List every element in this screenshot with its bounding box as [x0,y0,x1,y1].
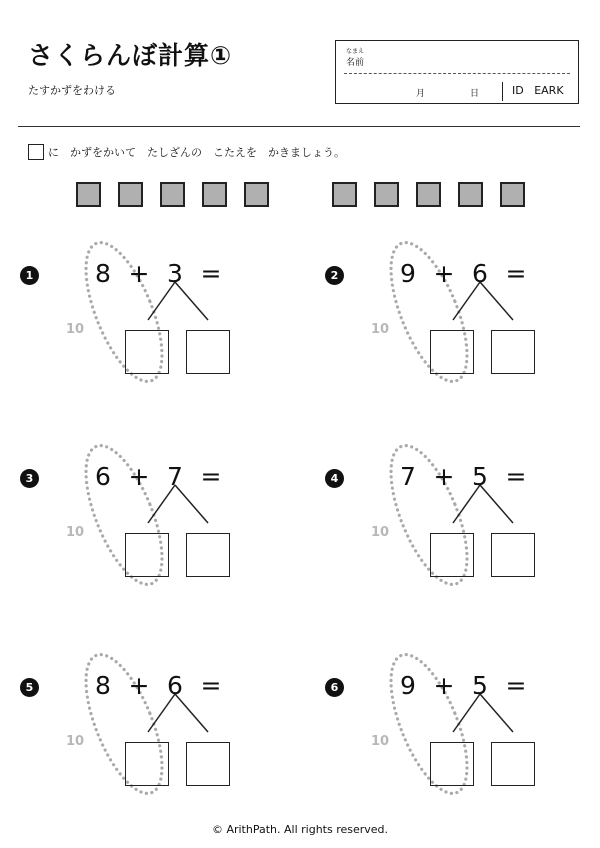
problem-number-badge: 3 [20,469,39,488]
answer-chip-group-left [76,182,269,207]
id-separator [502,82,503,101]
problem-number-badge: 4 [325,469,344,488]
ten-hint: 10 [371,525,390,540]
gray-answer-chip[interactable] [458,182,483,207]
ten-hint: 10 [66,322,85,337]
equals-sign: = [200,259,222,288]
addend-a: 8 [95,259,111,288]
addend-a: 9 [400,671,416,700]
instruction-text: に かずをかいて たしざんの こたえを かきましょう。 [48,146,345,159]
addend-b: 7 [167,462,183,491]
split-box-right[interactable] [186,742,230,786]
id-label: ID EARK [512,84,564,97]
plus-sign: + [433,462,455,491]
header-divider [18,126,580,127]
name-box [335,40,579,104]
gray-answer-chip[interactable] [500,182,525,207]
plus-sign: + [128,671,150,700]
problem-number-badge: 1 [20,266,39,285]
addend-b: 3 [167,259,183,288]
name-furigana: なまえ [346,48,365,55]
addend-a: 7 [400,462,416,491]
split-box-left[interactable] [125,330,169,374]
split-box-left[interactable] [430,330,474,374]
gray-answer-chip[interactable] [118,182,143,207]
answer-chip-group-right [332,182,525,207]
split-box-right[interactable] [186,330,230,374]
equals-sign: = [200,462,222,491]
plus-sign: + [433,259,455,288]
gray-answer-chip[interactable] [202,182,227,207]
problem-number-badge: 2 [325,266,344,285]
split-box-right[interactable] [491,330,535,374]
gray-answer-chip[interactable] [244,182,269,207]
plus-sign: + [128,462,150,491]
equals-sign: = [200,671,222,700]
addend-b: 6 [472,259,488,288]
plus-sign: + [128,259,150,288]
month-label: 月 [416,89,426,99]
addend-a: 9 [400,259,416,288]
problem [325,660,565,820]
equals-sign: = [505,259,527,288]
ten-hint: 10 [371,322,390,337]
gray-answer-chip[interactable] [76,182,101,207]
split-box-left[interactable] [125,533,169,577]
gray-answer-chip[interactable] [416,182,441,207]
plus-sign: + [433,671,455,700]
page-subtitle: たすかずをわける [28,84,116,97]
problem-number-badge: 5 [20,678,39,697]
instruction [28,144,345,160]
equals-sign: = [505,671,527,700]
name-write-line[interactable] [344,73,570,74]
split-box-left[interactable] [430,742,474,786]
split-box-right[interactable] [186,533,230,577]
gray-answer-chip[interactable] [160,182,185,207]
split-box-left[interactable] [430,533,474,577]
gray-answer-chip[interactable] [332,182,357,207]
problem [325,248,565,408]
name-label: 名前 [346,58,365,68]
problem [325,451,565,611]
split-box-right[interactable] [491,742,535,786]
instruction-box-icon [28,144,44,160]
addend-b: 5 [472,671,488,700]
addend-b: 6 [167,671,183,700]
addend-b: 5 [472,462,488,491]
problem-number-badge: 6 [325,678,344,697]
day-label: 日 [470,89,480,99]
equals-sign: = [505,462,527,491]
page-title: さくらんぼ計算① [28,41,233,70]
gray-answer-chip[interactable] [374,182,399,207]
split-box-right[interactable] [491,533,535,577]
ten-hint: 10 [371,734,390,749]
footer-copyright: © ArithPath. All rights reserved. [211,823,389,836]
problem [20,660,260,820]
ten-hint: 10 [66,525,85,540]
addend-a: 6 [95,462,111,491]
ten-hint: 10 [66,734,85,749]
problem [20,451,260,611]
split-box-left[interactable] [125,742,169,786]
addend-a: 8 [95,671,111,700]
problem [20,248,260,408]
